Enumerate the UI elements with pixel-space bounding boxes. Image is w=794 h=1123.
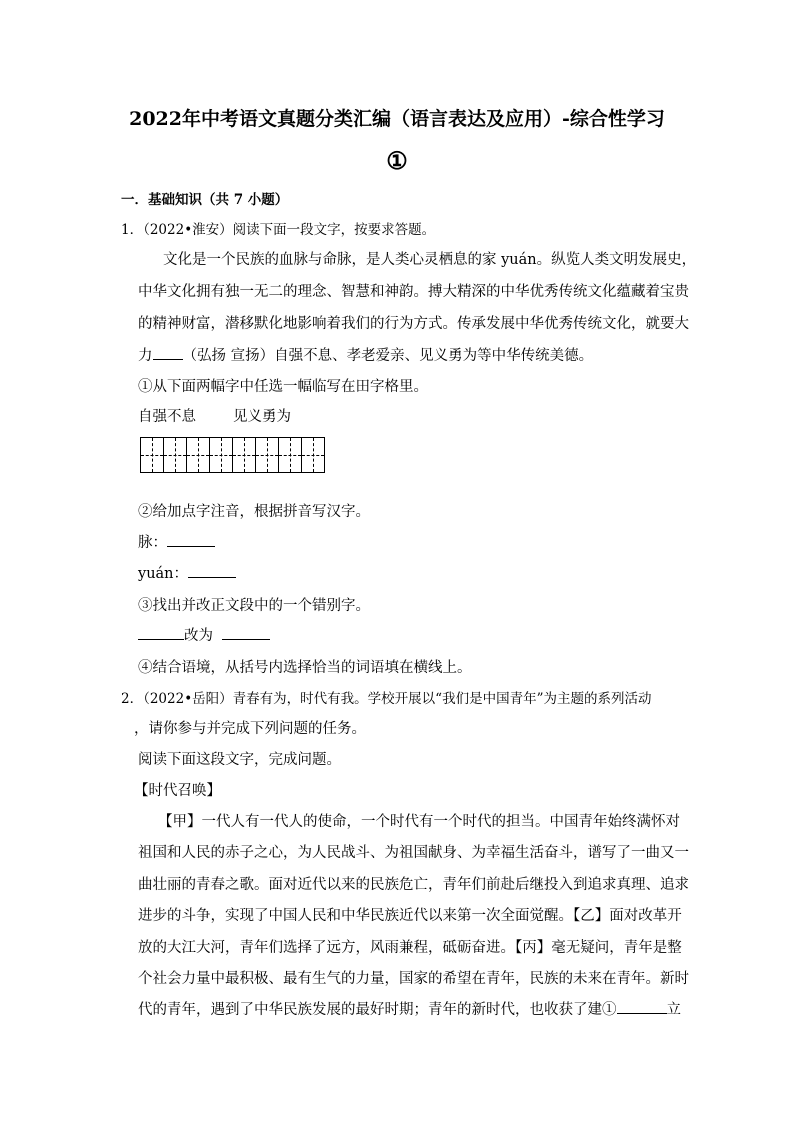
- q1-task1: ①从下面两幅字中任选一幅临写在田字格里。: [138, 379, 428, 395]
- grid-cell[interactable]: [278, 438, 301, 472]
- q2-passage-line: 放的大江大河，青年们选择了远方，风雨兼程，砥砺奋进。【丙】毫无疑问，青年是整: [138, 940, 682, 956]
- q1-passage-line: 中华文化拥有独一无二的理念、智慧和神韵。搏大精深的中华优秀传统文化蕴藏着宝贵: [138, 284, 689, 300]
- q1-blank-fill[interactable]: [153, 345, 183, 360]
- q2-passage-line: 曲壮丽的青春之歌。面对近代以来的民族危亡，青年们前赴后继投入到追求真理、追求: [138, 877, 689, 893]
- change-label: 改为: [184, 628, 213, 644]
- grid-cell[interactable]: [232, 438, 255, 472]
- section-heading: 一．基础知识（共 7 小题）: [121, 192, 289, 208]
- corrected-char-blank[interactable]: [222, 625, 270, 640]
- q1-pulse-row: [138, 531, 215, 552]
- pulse-answer-blank[interactable]: [167, 532, 215, 547]
- tianzige-grid[interactable]: [140, 437, 325, 473]
- page-title-line2: ①: [386, 146, 408, 175]
- q2-header: [121, 687, 651, 707]
- q1-number: 1．: [121, 222, 144, 238]
- q2-passage-line: 祖国和人民的赤子之心，为人民战斗、为祖国献身、为幸福生活奋斗，谱写了一曲又一: [138, 845, 689, 861]
- q1-header: [121, 218, 435, 238]
- q2-source-line2: ，请你参与并完成下列问题的任务。: [134, 721, 366, 737]
- q2-heading: 【时代召唤】: [134, 783, 221, 799]
- q1-task4: ④结合语境，从括号内选择恰当的词语填在横线上。: [138, 660, 472, 676]
- q2-passage-line: 进步的斗争，实现了中国人民和中华民族近代以来第一次全面觉醒。【乙】面对改革开: [138, 908, 682, 924]
- q1-option-1: 自强不息: [138, 409, 196, 425]
- q1-option-2: 见义勇为: [233, 409, 291, 425]
- q1-passage-last-line: [138, 344, 593, 365]
- yuan-answer-blank[interactable]: [188, 563, 236, 578]
- q1-source: （2022•淮安）阅读下面一段文字，按要求答题。: [143, 222, 436, 238]
- grid-cell[interactable]: [301, 438, 324, 472]
- q2-source: （2022•岳阳）青春有为，时代有我。学校开展以“我们是中国青年”为主题的系列活动: [143, 691, 652, 707]
- q1-passage-prefix: 力: [138, 348, 153, 364]
- q1-passage-line: 文化是一个民族的血脉与命脉，是人类心灵栖息的家 yuán。纵览人类文明发展史，: [163, 252, 697, 268]
- q1-change-row: [138, 624, 270, 645]
- wrong-char-blank[interactable]: [138, 625, 184, 640]
- grid-cell[interactable]: [163, 438, 186, 472]
- grid-cell[interactable]: [209, 438, 232, 472]
- pulse-label: 脉：: [138, 535, 167, 551]
- grid-cell[interactable]: [255, 438, 278, 472]
- q2-passage-line: 个社会力量中最积极、最有生气的力量，国家的希望在青年，民族的未来在青年。新时: [138, 971, 689, 987]
- q1-passage-line: 的精神财富，潜移默化地影响着我们的行为方式。传承发展中华优秀传统文化，就要大: [138, 316, 689, 332]
- q2-passage-line: 【甲】一代人有一代人的使命，一个时代有一个时代的担当。中国青年始终满怀对: [158, 814, 680, 830]
- q2-last-prefix: 代的青年，遇到了中华民族发展的最好时期；青年的新时代，也收获了建①: [138, 1002, 617, 1018]
- yuan-label: yuán：: [138, 566, 189, 582]
- grid-cell[interactable]: [141, 438, 163, 472]
- q2-passage-last-line: [138, 998, 681, 1019]
- q2-number: 2．: [121, 691, 144, 707]
- q1-passage-suffix: （弘扬 宣扬）自强不息、孝老爱亲、见义勇为等中华传统美德。: [182, 348, 594, 364]
- grid-cell[interactable]: [186, 438, 209, 472]
- page-title-line1: 2022年中考语文真题分类汇编（语言表达及应用）-综合性学习: [129, 108, 665, 130]
- q1-task3: ③找出并改正文段中的一个错别字。: [138, 598, 370, 614]
- q2-last-suffix: 立: [666, 1002, 681, 1018]
- q1-task2: ②给加点字注音，根据拼音写汉字。: [138, 504, 370, 520]
- q2-instruction: 阅读下面这段文字，完成问题。: [138, 752, 341, 768]
- q2-blank-1[interactable]: [617, 999, 667, 1014]
- q1-yuan-row: [138, 562, 236, 583]
